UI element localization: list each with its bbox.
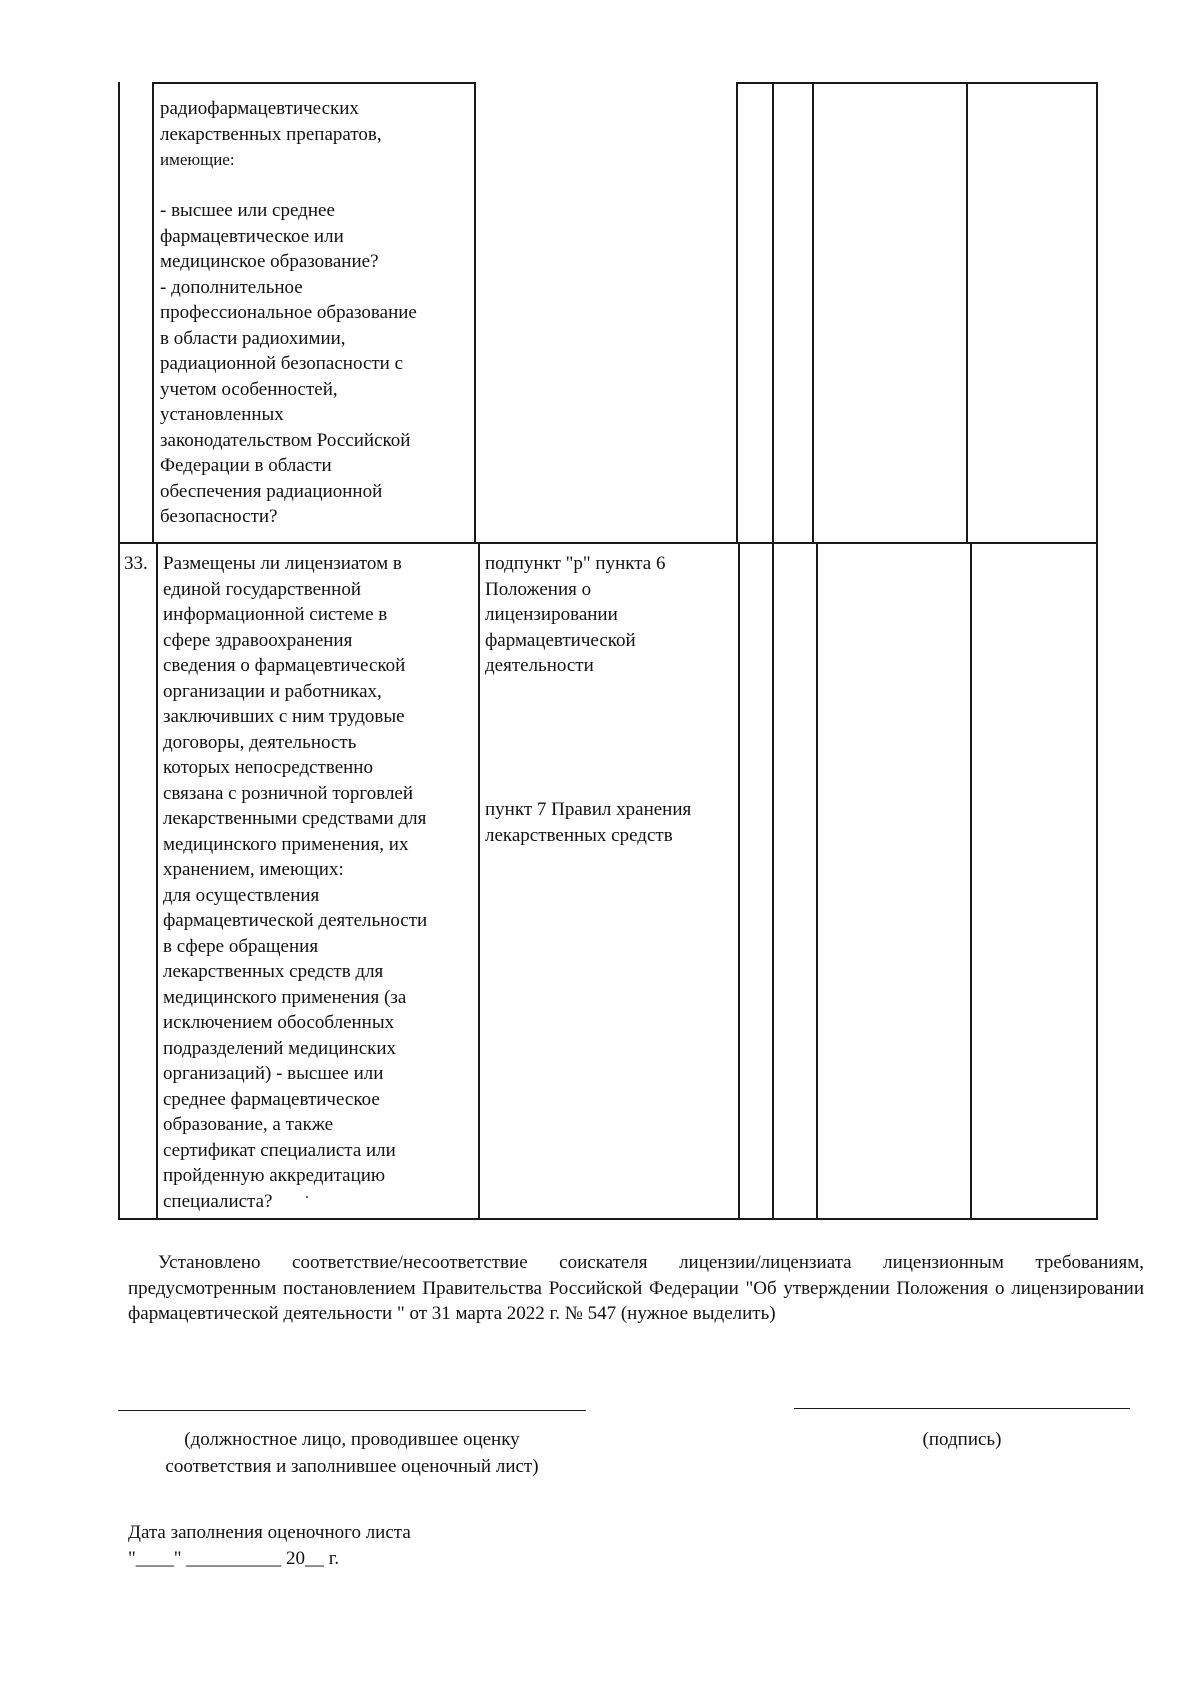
requirement-line: хранением, имеющих: (163, 859, 344, 880)
requirement-line: которых непосредственно (163, 757, 373, 778)
reference-line: лекарственных средств (485, 824, 673, 846)
requirement-line (160, 173, 472, 199)
table-border (152, 82, 154, 544)
requirement-line: учетом особенностей, (160, 378, 338, 400)
requirement-line: Федерации в области (160, 455, 332, 476)
table-border (156, 542, 158, 1220)
table-border (772, 542, 774, 1220)
requirement-line: подразделений медицинских (163, 1037, 397, 1059)
requirement-line: заключивших с ним трудовые (163, 706, 405, 727)
requirement-line: радиофармацевтических (160, 98, 359, 119)
table-border (118, 542, 120, 1220)
requirement-line: медицинского применения, их (163, 833, 409, 855)
requirement-line: лекарственных препаратов, (160, 123, 382, 145)
requirement-line: организации и работниках, (163, 680, 382, 702)
conclusion-text: Установлено соответствие/несоответствие соискателя лицензии/лицензиата лицензионным требованиям, предусмотренным постановлением Правительства Российской Федерации "Об утверждении Положения о лицензировании фармацевтической деятельности " от 31 марта 2022 г. № 547 (нужное выделить) (128, 1252, 1144, 1324)
table-border (816, 542, 818, 1220)
requirement-line: законодательством Российской (160, 429, 411, 451)
requirement-text-continued (160, 96, 472, 530)
requirement-text-33 (163, 551, 477, 1214)
conclusion-paragraph (128, 1250, 1144, 1327)
table-border (736, 82, 1098, 84)
table-border (478, 542, 480, 1220)
requirement-line: фармацевтическое или (160, 225, 344, 247)
requirement-line: медицинского применения (за (163, 986, 407, 1008)
table-border (812, 82, 814, 544)
requirement-line: связана с розничной торговлей (163, 782, 414, 804)
requirement-line: исключением обособленных (163, 1012, 395, 1033)
table-row-separator (118, 542, 1098, 544)
table-border (738, 542, 740, 1220)
reference-line: деятельности (485, 655, 594, 676)
requirement-line: сертификат специалиста или (163, 1139, 396, 1161)
requirement-line: радиационной безопасности с (160, 353, 404, 374)
requirement-line: сведения о фармацевтической (163, 655, 406, 676)
requirement-line: имеющие: (160, 150, 235, 169)
date-template: "____" __________ 20__ г. (128, 1548, 340, 1569)
requirement-line: фармацевтической деятельности (163, 910, 428, 931)
requirement-line: договоры, деятельность (163, 731, 357, 753)
reference-line: Положения о (485, 578, 592, 600)
requirement-line: организаций) - высшее или (163, 1063, 384, 1084)
reference-line: подпункт "р" пункта 6 (485, 553, 666, 574)
requirement-line: пройденную аккредитацию (163, 1165, 386, 1186)
table-border (966, 82, 968, 544)
requirement-line: лекарственных средств для (163, 961, 384, 982)
table-border (118, 82, 120, 544)
reference-line: фармацевтической (485, 629, 636, 651)
table-border (1096, 82, 1098, 544)
table-bottom-border (118, 1218, 1098, 1220)
requirement-line: лекарственными средствами для (163, 808, 427, 829)
requirement-line: - дополнительное (160, 276, 303, 298)
requirement-line: специалиста? (163, 1190, 273, 1212)
requirement-line: медицинское образование? (160, 251, 379, 272)
scan-speck (306, 1196, 308, 1198)
requirement-line: среднее фармацевтическое (163, 1088, 380, 1110)
requirement-line: безопасности? (160, 506, 278, 527)
requirement-line: - высшее или среднее (160, 200, 335, 221)
signature-caption: (подпись) (922, 1429, 1002, 1450)
reference-line: пункт 7 Правил хранения (485, 799, 692, 820)
official-caption: (должностное лицо, проводившее оценку соответствия и заполнившее оценочный лист) (165, 1429, 539, 1477)
table-border (152, 82, 476, 84)
table-border (970, 542, 972, 1220)
reference-text-1 (485, 551, 737, 679)
requirement-line: в области радиохимии, (160, 327, 346, 349)
requirement-line: в сфере обращения (163, 935, 319, 957)
date-label: Дата заполнения оценочного листа (128, 1522, 411, 1543)
requirement-line: для осуществления (163, 884, 320, 906)
requirement-line: установленных (160, 404, 284, 425)
table-border (474, 82, 476, 544)
table-border (772, 82, 774, 544)
signature-line (794, 1408, 1130, 1409)
requirement-line: единой государственной (163, 578, 362, 600)
requirement-line: информационной системе в (163, 604, 388, 625)
official-signature-line (118, 1410, 586, 1411)
requirement-line: сфере здравоохранения (163, 629, 353, 651)
requirement-line: обеспечения радиационной (160, 480, 383, 502)
table-border (1096, 542, 1098, 1220)
table-border (736, 82, 738, 544)
row-number: 33. (124, 553, 148, 574)
requirement-line: профессиональное образование (160, 302, 417, 323)
requirement-line: Размещены ли лицензиатом в (163, 553, 402, 574)
reference-text-2 (485, 797, 737, 848)
requirement-line: образование, а также (163, 1114, 334, 1135)
reference-line: лицензировании (485, 604, 618, 625)
